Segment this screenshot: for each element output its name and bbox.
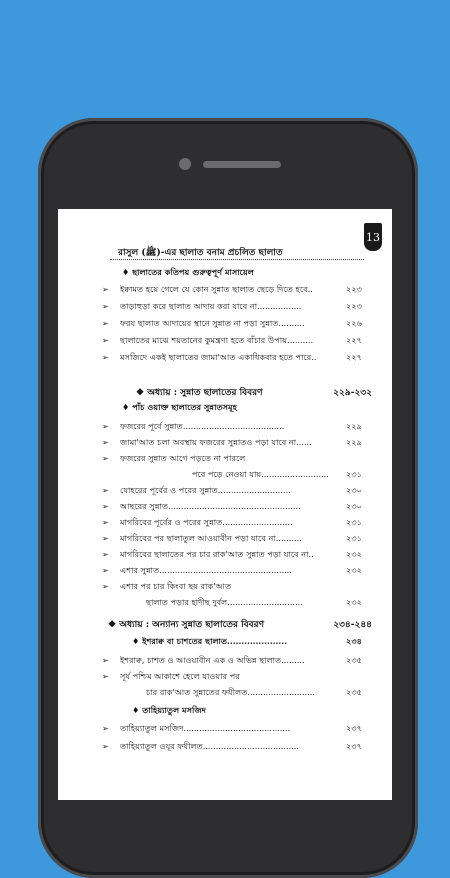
front-camera [179, 158, 191, 170]
arrow-icon: ➢ [102, 741, 109, 751]
toc-entry[interactable]: ➢ মাগরিবের পূর্বের ও পরের সুন্নাত........................... ২৩১ [102, 517, 362, 527]
arrow-icon: ➢ [102, 284, 109, 294]
toc-entry[interactable]: ➢ মসজিদে একই ছালাতের জামা'আত একাধিকবার হতে পারে.. ২২৭ [102, 352, 362, 362]
toc-entry[interactable]: ➢ মাগরিবের পর ছালাতুল আওয়াবীন পড়া যাবে না.......... ২৩১ [102, 533, 362, 543]
arrow-icon: ➢ [102, 581, 109, 591]
toc-entry[interactable]: ➢ মাগরিবের ছালাতের পর চার রাক'আত সুন্নাত পড়া যাবে না.. ২৩২ [102, 549, 362, 559]
arrow-icon: ➢ [102, 421, 109, 431]
section-page: ২৩৪ [346, 636, 362, 646]
toc-entry[interactable]: ➢ ইশরাক্ব, চাশত ও আওয়াবীন এক ও অভিন্ন ছালাত......... ২৩৫ [102, 655, 362, 665]
page-number-badge: 13 [364, 223, 382, 251]
arrow-icon: ➢ [102, 437, 109, 447]
arrow-icon: ➢ [102, 723, 109, 733]
section-heading: ♦ ছালাতের কতিপয় গুরুত্বপূর্ণ মাসায়েল [122, 267, 254, 277]
section-heading: ♦ পাঁচ ওয়াক্ত ছালাতের সুন্নাতসমূহ [122, 402, 237, 412]
arrow-icon: ➢ [102, 318, 109, 328]
toc-entry[interactable]: ➢ যোহরের পূর্বের ও পরের সুন্নাত............................ ২৩০ [102, 485, 362, 495]
toc-entry[interactable]: ➢ তাহিয়্যাতুল মসজিদ......................................... ২৩৭ [102, 723, 362, 733]
arrow-icon: ➢ [102, 335, 109, 345]
arrow-icon: ➢ [102, 533, 109, 543]
arrow-icon: ➢ [102, 301, 109, 311]
section-heading: ♦ ইশরাক্ব বা চাশতের ছালাত..................... [132, 636, 287, 646]
earpiece-speaker [203, 161, 281, 168]
arrow-icon: ➢ [102, 501, 109, 511]
header-divider [110, 259, 364, 260]
chapter-heading: ❖ অধ্যায় : অন্যান্য সুন্নাত ছালাতের বিবরণ [108, 620, 265, 630]
page-header-title: রাসুল (ﷺ)-এর ছালাত বনাম প্রচলিত ছালাত [118, 248, 283, 258]
toc-entry[interactable]: ➢ ইক্বামত হয়ে গেলে যে কোন সুন্নাত ছালাত ছেড়ে দিতে হবে.. ২২৩ [102, 284, 362, 294]
arrow-icon: ➢ [102, 671, 109, 681]
arrow-icon: ➢ [102, 517, 109, 527]
toc-entry[interactable]: ➢ এশার পর চার কিংবা ছয় রাক'আত [102, 581, 232, 591]
toc-entry[interactable]: ➢ জামা'আত চলা অবস্থায় ফজরের সুন্নাতও পড়া যাবে না...... ২২৯ [102, 437, 362, 447]
toc-entry-continued[interactable]: চার রাক'আত সুন্নাতের ফযীলত.......................... ২৩৫ [146, 687, 362, 697]
toc-entry[interactable]: ➢ আছরের সুন্নাত................................................... ২৩০ [102, 501, 362, 511]
toc-entry[interactable]: ➢ ফজরের পূর্বে সুন্নাত....................................... ২২৯ [102, 421, 362, 431]
arrow-icon: ➢ [102, 565, 109, 575]
chapter-heading: ❖ অধ্যায় : সুন্নাত ছালাতের বিবরণ [136, 388, 263, 398]
toc-entry[interactable]: ➢ তাড়াহুড়া করে ছালাত আদায় করা যাবে না................. ২২৩ [102, 301, 362, 311]
chapter-page-range: ২২৯-২৩২ [333, 388, 372, 398]
toc-entry[interactable]: ➢ সূর্য পশ্চিম আকাশে হেলে যাওয়ার পর [102, 671, 240, 681]
toc-entry[interactable]: ➢ তাহিয়্যাতুল ওযূর ফযীলত..................................... ২৩৭ [102, 741, 362, 751]
toc-entry[interactable]: ➢ ফজরের সুন্নাত আগে পড়তে না পারলে [102, 453, 246, 463]
book-page [58, 209, 392, 800]
toc-entry[interactable]: ➢ এশার সুন্নাত................................................... ২৩২ [102, 565, 362, 575]
arrow-icon: ➢ [102, 352, 109, 362]
toc-entry-continued[interactable]: ছালাত পড়ার হাদীছ দুর্বল............................. ২৩২ [146, 597, 362, 607]
arrow-icon: ➢ [102, 485, 109, 495]
section-heading: ♦ তাহিয়্যাতুল মসজিদ [132, 705, 206, 715]
arrow-icon: ➢ [102, 453, 109, 463]
toc-entry[interactable]: ➢ ছালাতের মাঝে শয়তানের কুমন্ত্রণা হতে বাঁচার উপায়.......... ২২৭ [102, 335, 362, 345]
toc-entry-continued[interactable]: পরে পড়ে নেওয়া যায়.......................... ২৩১ [192, 469, 362, 479]
arrow-icon: ➢ [102, 549, 109, 559]
arrow-icon: ➢ [102, 655, 109, 665]
page-header [58, 239, 392, 261]
toc-entry[interactable]: ➢ ফরয ছালাত আদায়ের স্থানে সুন্নাত না পড়া সুন্নাত.......... ২২৬ [102, 318, 362, 328]
chapter-page-range: ২৩৪-২৪৪ [333, 620, 372, 630]
